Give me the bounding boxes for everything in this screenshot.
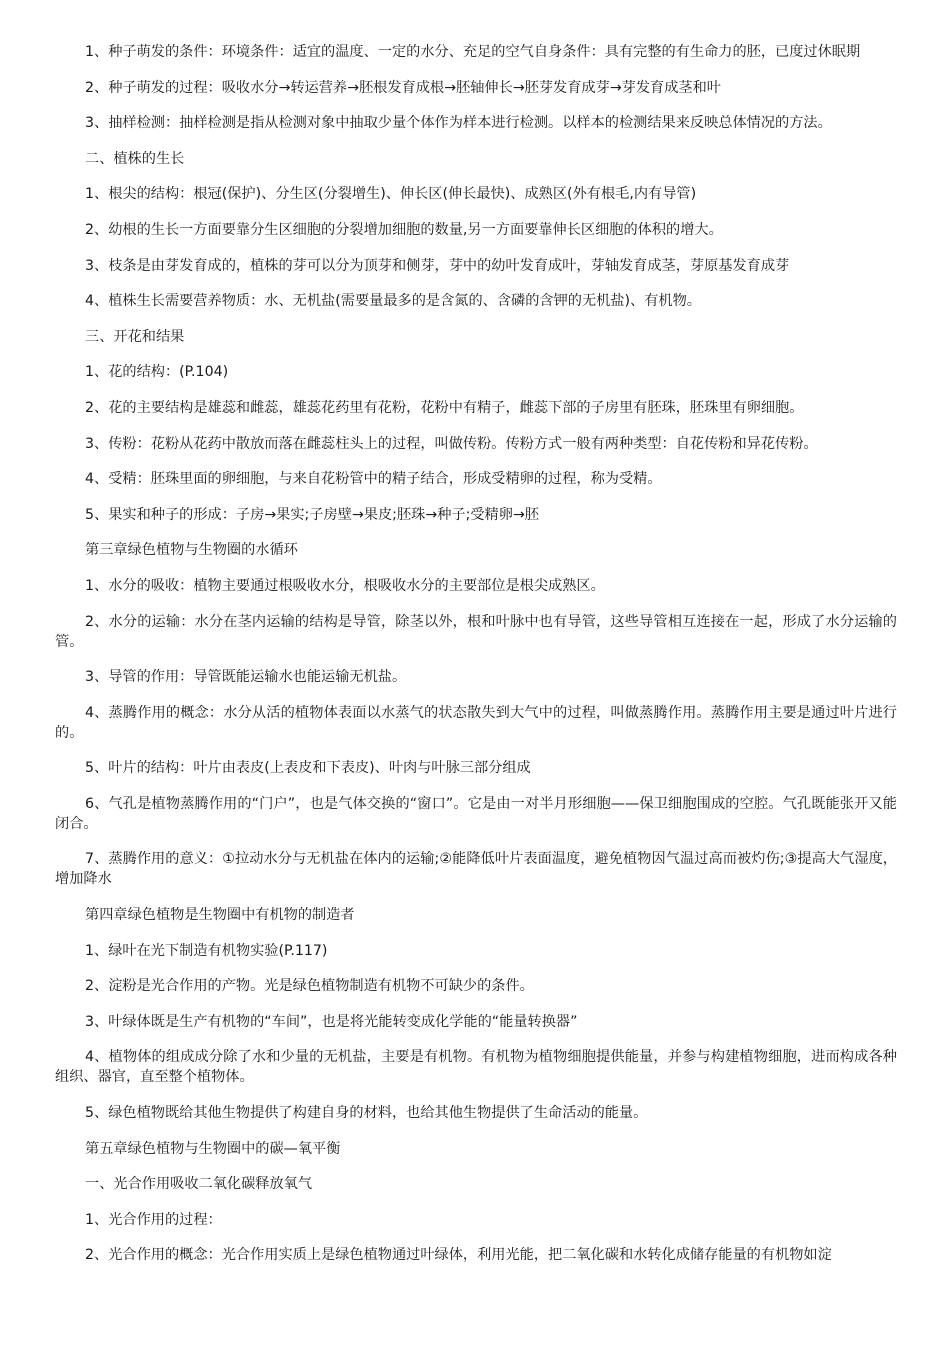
paragraph: 5、叶片的结构：叶片由表皮(上表皮和下表皮)、叶肉与叶脉三部分组成 (85, 760, 531, 777)
paragraph: 3、导管的作用：导管既能运输水也能运输无机盐。 (85, 669, 407, 686)
paragraph: 1、花的结构：(P.104) (85, 364, 229, 381)
paragraph: 1、根尖的结构：根冠(保护)、分生区(分裂增生)、伸长区(伸长最快)、成熟区(外有根毛,内有导管) (85, 186, 697, 203)
paragraph: 3、叶绿体既是生产有机物的“车间”，也是将光能转变成化学能的“能量转换器” (85, 1013, 578, 1030)
paragraph: 4、蒸腾作用的概念：水分从活的植物体表面以水蒸气的状态散失到大气中的过程，叫做蒸腾作用。蒸腾作用主要是通过叶片进行的。 (55, 704, 897, 741)
paragraph: 4、植物体的组成成分除了水和少量的无机盐，主要是有机物。有机物为植物细胞提供能量，并参与构建植物细胞，进而构成各种组织、器官，直至整个植物体。 (55, 1049, 897, 1086)
paragraph: 1、光合作用的过程： (85, 1211, 222, 1228)
paragraph: 2、光合作用的概念：光合作用实质上是绿色植物通过叶绿体，利用光能，把二氧化碳和水转化成储存能量的有机物如淀 (85, 1247, 832, 1264)
paragraph: 2、种子萌发的过程：吸收水分→转运营养→胚根发育成根→胚轴伸长→胚芽发育成芽→芽发育成茎和叶 (85, 79, 721, 96)
paragraph: 1、种子萌发的条件：环境条件：适宜的温度、一定的水分、充足的空气自身条件：具有完整的有生命力的胚，已度过休眠期 (85, 44, 861, 60)
chapter-heading: 第五章绿色植物与生物圈中的碳—氧平衡 (85, 1140, 341, 1157)
section-heading: 二、植株的生长 (85, 150, 185, 167)
paragraph: 7、蒸腾作用的意义：①拉动水分与无机盐在体内的运输;②能降低叶片表面温度，避免植物因气温过高而被灼伤;③提高大气湿度，增加降水 (55, 851, 897, 888)
paragraph: 5、绿色植物既给其他生物提供了构建自身的材料，也给其他生物提供了生命活动的能量。 (85, 1105, 648, 1122)
paragraph: 2、花的主要结构是雄蕊和雌蕊，雄蕊花药里有花粉，花粉中有精子，雌蕊下部的子房里有胚珠，胚珠里有卵细胞。 (85, 399, 804, 416)
chapter-heading: 第四章绿色植物是生物圈中有机物的制造者 (85, 907, 355, 924)
paragraph: 3、传粉：花粉从花药中散放而落在雌蕊柱头上的过程，叫做传粉。传粉方式一般有两种类型：自花传粉和异花传粉。 (85, 435, 818, 452)
paragraph: 5、果实和种子的形成：子房→果实;子房壁→果皮;胚珠→种子;受精卵→胚 (85, 506, 539, 523)
paragraph: 4、植株生长需要营养物质：水、无机盐(需要量最多的是含氮的、含磷的含钾的无机盐)、有机物。 (85, 293, 701, 310)
paragraph: 4、受精：胚珠里面的卵细胞，与来自花粉管中的精子结合，形成受精卵的过程，称为受精。 (85, 471, 662, 488)
paragraph: 3、枝条是由芽发育成的，植株的芽可以分为顶芽和侧芽，芽中的幼叶发育成叶，芽轴发育成茎，芽原基发育成芽 (85, 257, 790, 274)
paragraph: 2、幼根的生长一方面要靠分生区细胞的分裂增加细胞的数量,另一方面要靠伸长区细胞的体积的增大。 (85, 221, 723, 238)
paragraph: 1、绿叶在光下制造有机物实验(P.117) (85, 942, 328, 959)
paragraph: 6、气孔是植物蒸腾作用的“门户”，也是气体交换的“窗口”。它是由一对半月形细胞——保卫细胞围成的空腔。气孔既能张开又能闭合。 (55, 795, 897, 832)
document-page (55, 42, 897, 1281)
chapter-heading: 第三章绿色植物与生物圈的水循环 (85, 542, 298, 559)
paragraph: 3、抽样检测：抽样检测是指从检测对象中抽取少量个体作为样本进行检测。以样本的检测结果来反映总体情况的方法。 (85, 115, 832, 132)
paragraph: 2、淀粉是光合作用的产物。光是绿色植物制造有机物不可缺少的条件。 (85, 978, 534, 995)
paragraph: 1、水分的吸收：植物主要通过根吸收水分，根吸收水分的主要部位是根尖成熟区。 (85, 577, 605, 594)
section-heading: 三、开花和结果 (85, 328, 185, 345)
section-heading: 一、光合作用吸收二氧化碳释放氧气 (85, 1176, 313, 1193)
paragraph: 2、水分的运输：水分在茎内运输的结构是导管，除茎以外，根和叶脉中也有导管，这些导管相互连接在一起，形成了水分运输的管。 (55, 613, 897, 650)
